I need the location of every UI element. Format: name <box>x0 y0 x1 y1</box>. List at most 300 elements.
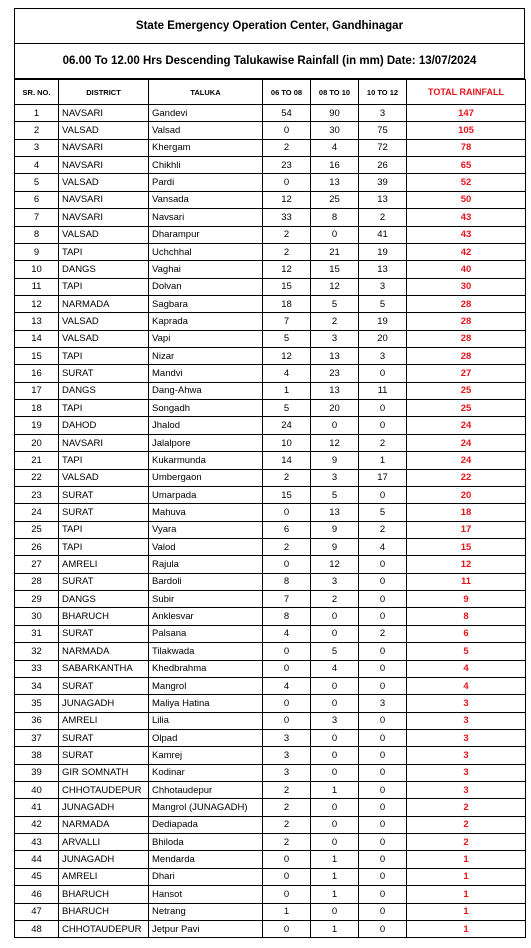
rainfall-table <box>14 79 526 938</box>
cell-district: TAPI <box>59 243 149 260</box>
table-row <box>15 469 526 486</box>
table-row <box>15 417 526 434</box>
cell-taluka: Vyara <box>149 521 263 538</box>
cell-taluka: Hansot <box>149 886 263 903</box>
table-row <box>15 209 526 226</box>
cell-06-to-08: 12 <box>263 348 311 365</box>
cell-sr-no: 22 <box>15 469 59 486</box>
cell-total-rainfall: 105 <box>407 122 526 139</box>
cell-10-to-12: 0 <box>359 486 407 503</box>
cell-06-to-08: 33 <box>263 209 311 226</box>
cell-08-to-10: 0 <box>311 677 359 694</box>
cell-06-to-08: 14 <box>263 452 311 469</box>
header-sr-no: SR. NO. <box>15 80 59 105</box>
cell-district: DANGS <box>59 591 149 608</box>
cell-06-to-08: 6 <box>263 521 311 538</box>
cell-sr-no: 9 <box>15 243 59 260</box>
cell-district: TAPI <box>59 538 149 555</box>
cell-06-to-08: 4 <box>263 625 311 642</box>
header-10-to-12: 10 TO 12 <box>359 80 407 105</box>
cell-sr-no: 28 <box>15 573 59 590</box>
cell-taluka: Dhari <box>149 868 263 885</box>
cell-sr-no: 13 <box>15 313 59 330</box>
cell-08-to-10: 4 <box>311 660 359 677</box>
cell-total-rainfall: 25 <box>407 382 526 399</box>
cell-sr-no: 5 <box>15 174 59 191</box>
cell-taluka: Kaprada <box>149 313 263 330</box>
table-row <box>15 139 526 156</box>
cell-district: AMRELI <box>59 556 149 573</box>
header-06-to-08: 06 TO 08 <box>263 80 311 105</box>
cell-taluka: Chhotaudepur <box>149 782 263 799</box>
cell-06-to-08: 2 <box>263 226 311 243</box>
cell-10-to-12: 0 <box>359 851 407 868</box>
cell-10-to-12: 3 <box>359 278 407 295</box>
cell-06-to-08: 24 <box>263 417 311 434</box>
cell-total-rainfall: 1 <box>407 903 526 920</box>
cell-08-to-10: 3 <box>311 330 359 347</box>
cell-10-to-12: 0 <box>359 764 407 781</box>
cell-06-to-08: 0 <box>263 660 311 677</box>
cell-total-rainfall: 2 <box>407 799 526 816</box>
cell-06-to-08: 1 <box>263 382 311 399</box>
cell-sr-no: 18 <box>15 400 59 417</box>
cell-sr-no: 14 <box>15 330 59 347</box>
cell-08-to-10: 3 <box>311 573 359 590</box>
cell-district: VALSAD <box>59 226 149 243</box>
cell-08-to-10: 5 <box>311 643 359 660</box>
cell-total-rainfall: 9 <box>407 591 526 608</box>
table-row <box>15 434 526 451</box>
cell-10-to-12: 3 <box>359 695 407 712</box>
table-row <box>15 782 526 799</box>
cell-sr-no: 41 <box>15 799 59 816</box>
cell-district: CHHOTAUDEPUR <box>59 920 149 937</box>
cell-06-to-08: 0 <box>263 695 311 712</box>
cell-06-to-08: 2 <box>263 538 311 555</box>
cell-district: VALSAD <box>59 313 149 330</box>
cell-taluka: Bardoli <box>149 573 263 590</box>
table-row <box>15 868 526 885</box>
cell-sr-no: 47 <box>15 903 59 920</box>
cell-total-rainfall: 28 <box>407 330 526 347</box>
cell-08-to-10: 0 <box>311 747 359 764</box>
cell-08-to-10: 9 <box>311 521 359 538</box>
cell-08-to-10: 13 <box>311 348 359 365</box>
cell-08-to-10: 12 <box>311 278 359 295</box>
cell-sr-no: 20 <box>15 434 59 451</box>
cell-total-rainfall: 11 <box>407 573 526 590</box>
cell-08-to-10: 1 <box>311 851 359 868</box>
cell-08-to-10: 0 <box>311 764 359 781</box>
cell-sr-no: 33 <box>15 660 59 677</box>
cell-total-rainfall: 28 <box>407 295 526 312</box>
cell-district: SURAT <box>59 504 149 521</box>
cell-08-to-10: 1 <box>311 782 359 799</box>
cell-total-rainfall: 8 <box>407 608 526 625</box>
cell-total-rainfall: 3 <box>407 782 526 799</box>
cell-total-rainfall: 4 <box>407 660 526 677</box>
table-row <box>15 903 526 920</box>
cell-district: NAVSARI <box>59 157 149 174</box>
cell-sr-no: 34 <box>15 677 59 694</box>
cell-08-to-10: 16 <box>311 157 359 174</box>
cell-total-rainfall: 22 <box>407 469 526 486</box>
cell-sr-no: 11 <box>15 278 59 295</box>
cell-08-to-10: 1 <box>311 868 359 885</box>
cell-08-to-10: 0 <box>311 903 359 920</box>
table-row <box>15 643 526 660</box>
cell-district: NARMADA <box>59 295 149 312</box>
cell-total-rainfall: 28 <box>407 348 526 365</box>
cell-total-rainfall: 24 <box>407 434 526 451</box>
table-row <box>15 486 526 503</box>
cell-total-rainfall: 147 <box>407 105 526 122</box>
cell-taluka: Rajula <box>149 556 263 573</box>
cell-taluka: Khergam <box>149 139 263 156</box>
cell-total-rainfall: 50 <box>407 191 526 208</box>
cell-sr-no: 19 <box>15 417 59 434</box>
cell-district: AMRELI <box>59 868 149 885</box>
cell-08-to-10: 0 <box>311 799 359 816</box>
cell-08-to-10: 4 <box>311 139 359 156</box>
cell-district: CHHOTAUDEPUR <box>59 782 149 799</box>
table-row <box>15 105 526 122</box>
table-row <box>15 816 526 833</box>
cell-10-to-12: 0 <box>359 834 407 851</box>
cell-sr-no: 38 <box>15 747 59 764</box>
cell-sr-no: 15 <box>15 348 59 365</box>
cell-total-rainfall: 40 <box>407 261 526 278</box>
cell-total-rainfall: 43 <box>407 226 526 243</box>
cell-06-to-08: 15 <box>263 486 311 503</box>
cell-08-to-10: 23 <box>311 365 359 382</box>
cell-total-rainfall: 2 <box>407 816 526 833</box>
cell-sr-no: 16 <box>15 365 59 382</box>
cell-taluka: Lilia <box>149 712 263 729</box>
cell-08-to-10: 30 <box>311 122 359 139</box>
cell-district: NARMADA <box>59 816 149 833</box>
cell-taluka: Dang-Ahwa <box>149 382 263 399</box>
cell-taluka: Vaghai <box>149 261 263 278</box>
cell-taluka: Khedbrahma <box>149 660 263 677</box>
cell-06-to-08: 0 <box>263 851 311 868</box>
cell-10-to-12: 0 <box>359 816 407 833</box>
table-row <box>15 625 526 642</box>
table-row <box>15 747 526 764</box>
cell-sr-no: 7 <box>15 209 59 226</box>
cell-district: NAVSARI <box>59 139 149 156</box>
table-row <box>15 799 526 816</box>
cell-sr-no: 40 <box>15 782 59 799</box>
cell-06-to-08: 8 <box>263 608 311 625</box>
cell-district: NARMADA <box>59 643 149 660</box>
cell-sr-no: 32 <box>15 643 59 660</box>
cell-06-to-08: 7 <box>263 313 311 330</box>
cell-sr-no: 6 <box>15 191 59 208</box>
table-row <box>15 608 526 625</box>
cell-taluka: Jhalod <box>149 417 263 434</box>
cell-08-to-10: 0 <box>311 417 359 434</box>
table-row <box>15 157 526 174</box>
cell-taluka: Tilakwada <box>149 643 263 660</box>
cell-10-to-12: 17 <box>359 469 407 486</box>
cell-taluka: Anklesvar <box>149 608 263 625</box>
cell-sr-no: 43 <box>15 834 59 851</box>
cell-06-to-08: 5 <box>263 400 311 417</box>
cell-total-rainfall: 25 <box>407 400 526 417</box>
cell-08-to-10: 13 <box>311 504 359 521</box>
cell-10-to-12: 39 <box>359 174 407 191</box>
cell-06-to-08: 0 <box>263 504 311 521</box>
cell-08-to-10: 2 <box>311 591 359 608</box>
cell-district: TAPI <box>59 521 149 538</box>
cell-10-to-12: 0 <box>359 660 407 677</box>
cell-sr-no: 29 <box>15 591 59 608</box>
cell-district: SURAT <box>59 573 149 590</box>
cell-10-to-12: 0 <box>359 729 407 746</box>
report-title: State Emergency Operation Center, Gandhinagar <box>14 8 525 43</box>
cell-total-rainfall: 3 <box>407 764 526 781</box>
cell-taluka: Vapi <box>149 330 263 347</box>
cell-06-to-08: 0 <box>263 886 311 903</box>
cell-total-rainfall: 24 <box>407 452 526 469</box>
rainfall-report <box>14 8 525 938</box>
cell-sr-no: 37 <box>15 729 59 746</box>
cell-total-rainfall: 24 <box>407 417 526 434</box>
header-08-to-10: 08 TO 10 <box>311 80 359 105</box>
cell-10-to-12: 13 <box>359 191 407 208</box>
cell-sr-no: 10 <box>15 261 59 278</box>
cell-taluka: Kodinar <box>149 764 263 781</box>
table-row <box>15 591 526 608</box>
cell-taluka: Pardi <box>149 174 263 191</box>
cell-taluka: Valsad <box>149 122 263 139</box>
cell-06-to-08: 2 <box>263 469 311 486</box>
cell-10-to-12: 19 <box>359 243 407 260</box>
cell-08-to-10: 90 <box>311 105 359 122</box>
cell-06-to-08: 7 <box>263 591 311 608</box>
cell-08-to-10: 3 <box>311 469 359 486</box>
cell-taluka: Subir <box>149 591 263 608</box>
cell-06-to-08: 0 <box>263 174 311 191</box>
cell-total-rainfall: 43 <box>407 209 526 226</box>
cell-taluka: Mahuva <box>149 504 263 521</box>
cell-total-rainfall: 3 <box>407 695 526 712</box>
cell-10-to-12: 19 <box>359 313 407 330</box>
table-row <box>15 695 526 712</box>
cell-10-to-12: 20 <box>359 330 407 347</box>
cell-10-to-12: 0 <box>359 365 407 382</box>
table-row <box>15 243 526 260</box>
cell-sr-no: 44 <box>15 851 59 868</box>
cell-total-rainfall: 12 <box>407 556 526 573</box>
cell-10-to-12: 2 <box>359 434 407 451</box>
cell-06-to-08: 8 <box>263 573 311 590</box>
cell-total-rainfall: 27 <box>407 365 526 382</box>
cell-taluka: Dolvan <box>149 278 263 295</box>
cell-sr-no: 3 <box>15 139 59 156</box>
cell-total-rainfall: 42 <box>407 243 526 260</box>
table-row <box>15 382 526 399</box>
cell-taluka: Mangrol (JUNAGADH) <box>149 799 263 816</box>
cell-08-to-10: 13 <box>311 174 359 191</box>
cell-10-to-12: 0 <box>359 591 407 608</box>
table-row <box>15 330 526 347</box>
cell-district: TAPI <box>59 452 149 469</box>
cell-06-to-08: 5 <box>263 330 311 347</box>
cell-10-to-12: 0 <box>359 417 407 434</box>
cell-06-to-08: 18 <box>263 295 311 312</box>
cell-10-to-12: 26 <box>359 157 407 174</box>
cell-10-to-12: 2 <box>359 625 407 642</box>
cell-sr-no: 48 <box>15 920 59 937</box>
cell-district: VALSAD <box>59 330 149 347</box>
cell-total-rainfall: 6 <box>407 625 526 642</box>
cell-08-to-10: 2 <box>311 313 359 330</box>
cell-06-to-08: 2 <box>263 782 311 799</box>
cell-06-to-08: 4 <box>263 365 311 382</box>
cell-06-to-08: 0 <box>263 122 311 139</box>
cell-district: NAVSARI <box>59 105 149 122</box>
cell-08-to-10: 0 <box>311 625 359 642</box>
cell-taluka: Umarpada <box>149 486 263 503</box>
cell-total-rainfall: 1 <box>407 920 526 937</box>
cell-10-to-12: 11 <box>359 382 407 399</box>
cell-sr-no: 35 <box>15 695 59 712</box>
table-row <box>15 261 526 278</box>
cell-10-to-12: 0 <box>359 608 407 625</box>
cell-taluka: Jalalpore <box>149 434 263 451</box>
cell-06-to-08: 23 <box>263 157 311 174</box>
cell-total-rainfall: 1 <box>407 851 526 868</box>
cell-district: TAPI <box>59 348 149 365</box>
cell-08-to-10: 21 <box>311 243 359 260</box>
cell-06-to-08: 0 <box>263 712 311 729</box>
table-row <box>15 851 526 868</box>
cell-taluka: Kukarmunda <box>149 452 263 469</box>
cell-total-rainfall: 1 <box>407 886 526 903</box>
cell-06-to-08: 0 <box>263 920 311 937</box>
cell-06-to-08: 3 <box>263 764 311 781</box>
cell-10-to-12: 0 <box>359 712 407 729</box>
report-subtitle: 06.00 To 12.00 Hrs Descending Talukawise Rainfall (in mm) Date: 13/07/2024 <box>14 43 525 79</box>
cell-08-to-10: 1 <box>311 886 359 903</box>
cell-sr-no: 30 <box>15 608 59 625</box>
cell-10-to-12: 5 <box>359 504 407 521</box>
cell-10-to-12: 0 <box>359 920 407 937</box>
cell-district: DANGS <box>59 382 149 399</box>
cell-total-rainfall: 1 <box>407 868 526 885</box>
table-row <box>15 278 526 295</box>
cell-10-to-12: 72 <box>359 139 407 156</box>
cell-06-to-08: 3 <box>263 729 311 746</box>
cell-taluka: Palsana <box>149 625 263 642</box>
cell-sr-no: 17 <box>15 382 59 399</box>
cell-district: NAVSARI <box>59 191 149 208</box>
cell-taluka: Bhiloda <box>149 834 263 851</box>
cell-taluka: Mandvi <box>149 365 263 382</box>
table-row <box>15 400 526 417</box>
cell-total-rainfall: 30 <box>407 278 526 295</box>
cell-sr-no: 26 <box>15 538 59 555</box>
cell-district: BHARUCH <box>59 886 149 903</box>
cell-08-to-10: 0 <box>311 695 359 712</box>
cell-taluka: Mangrol <box>149 677 263 694</box>
cell-10-to-12: 0 <box>359 677 407 694</box>
cell-10-to-12: 0 <box>359 782 407 799</box>
cell-10-to-12: 0 <box>359 747 407 764</box>
cell-06-to-08: 4 <box>263 677 311 694</box>
cell-total-rainfall: 28 <box>407 313 526 330</box>
table-row <box>15 920 526 937</box>
cell-08-to-10: 12 <box>311 434 359 451</box>
cell-06-to-08: 0 <box>263 556 311 573</box>
cell-total-rainfall: 18 <box>407 504 526 521</box>
cell-sr-no: 21 <box>15 452 59 469</box>
cell-district: ARVALLI <box>59 834 149 851</box>
cell-district: TAPI <box>59 278 149 295</box>
cell-06-to-08: 3 <box>263 747 311 764</box>
cell-taluka: Dediapada <box>149 816 263 833</box>
cell-district: JUNAGADH <box>59 799 149 816</box>
cell-06-to-08: 2 <box>263 139 311 156</box>
cell-08-to-10: 5 <box>311 486 359 503</box>
cell-06-to-08: 2 <box>263 243 311 260</box>
cell-taluka: Navsari <box>149 209 263 226</box>
cell-10-to-12: 1 <box>359 452 407 469</box>
cell-08-to-10: 8 <box>311 209 359 226</box>
cell-10-to-12: 0 <box>359 573 407 590</box>
cell-district: JUNAGADH <box>59 851 149 868</box>
table-row <box>15 834 526 851</box>
cell-total-rainfall: 20 <box>407 486 526 503</box>
cell-district: BHARUCH <box>59 608 149 625</box>
cell-district: SURAT <box>59 365 149 382</box>
cell-taluka: Valod <box>149 538 263 555</box>
cell-district: JUNAGADH <box>59 695 149 712</box>
cell-total-rainfall: 15 <box>407 538 526 555</box>
cell-taluka: Dharampur <box>149 226 263 243</box>
table-row <box>15 365 526 382</box>
table-row <box>15 886 526 903</box>
cell-sr-no: 2 <box>15 122 59 139</box>
cell-10-to-12: 0 <box>359 868 407 885</box>
cell-total-rainfall: 5 <box>407 643 526 660</box>
cell-sr-no: 12 <box>15 295 59 312</box>
cell-taluka: Gandevi <box>149 105 263 122</box>
table-row <box>15 521 526 538</box>
table-row <box>15 556 526 573</box>
cell-taluka: Uchchhal <box>149 243 263 260</box>
cell-08-to-10: 25 <box>311 191 359 208</box>
cell-sr-no: 46 <box>15 886 59 903</box>
cell-06-to-08: 1 <box>263 903 311 920</box>
cell-sr-no: 27 <box>15 556 59 573</box>
cell-district: BHARUCH <box>59 903 149 920</box>
table-row <box>15 764 526 781</box>
cell-06-to-08: 0 <box>263 868 311 885</box>
cell-10-to-12: 41 <box>359 226 407 243</box>
cell-district: DAHOD <box>59 417 149 434</box>
cell-06-to-08: 12 <box>263 191 311 208</box>
cell-total-rainfall: 3 <box>407 747 526 764</box>
table-header-row <box>15 80 526 105</box>
cell-10-to-12: 0 <box>359 903 407 920</box>
cell-total-rainfall: 3 <box>407 729 526 746</box>
cell-taluka: Jetpur Pavi <box>149 920 263 937</box>
cell-08-to-10: 0 <box>311 729 359 746</box>
